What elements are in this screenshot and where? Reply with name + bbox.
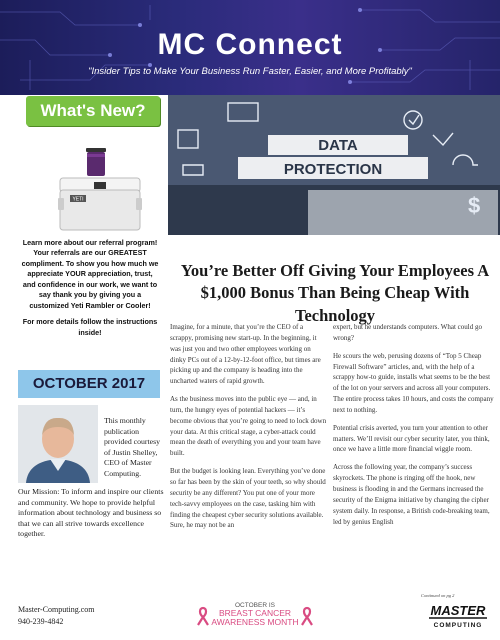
newsletter-title: MC Connect [157, 28, 343, 61]
footer-contact [18, 604, 95, 627]
article-paragraph: He scours the web, perusing dozens of “Top 5 Cheap Firewall Software” articles, and, with the help of a scrappy how-to guide, installs what seems to be the best of the lot on your servers and across all your computers. The entire process takes 10 hours, and costs the company next to nothing. [333, 351, 494, 414]
hero-line2: PROTECTION [283, 161, 383, 178]
ceo-portrait-photo [18, 405, 98, 483]
awareness-line-2: AWARENESS MONTH [211, 616, 299, 627]
hero-line1: DATA [318, 137, 358, 154]
logo-wordmark: MASTER [430, 603, 486, 618]
article-paragraph: But the budget is looking lean. Everything you’ve done so far has been by the skin of your teeth, so why should security be any different? You put one of your more tech-savvy employees on the case, tasking him with finding the cheapest cyber security solutions available. Sure, he may not be an [170, 467, 326, 530]
master-computing-logo [425, 600, 491, 630]
referral-instructions: For more details follow the instructions inside! [22, 317, 158, 337]
pink-ribbon-icon [300, 606, 314, 626]
whats-new-banner: What's New? [26, 96, 160, 126]
mission-statement: Our Mission: To inform and inspire our clients and community. We hope to provide helpful information about technology and business so that we can all strive towards excellence together. [18, 487, 164, 539]
phone-number: 940-239-4842 [18, 616, 64, 626]
article-paragraph: As the business moves into the public eye — and, in turn, the hungry eyes of potential hackers — it’s become obvious that you’re going to need to lock down your data. At this critical stage, a cyber-attack could mean the death of everything you and your team have built. [170, 395, 327, 458]
article-column-2 [333, 322, 495, 534]
data-protection-hero-image [168, 95, 500, 235]
website-link[interactable]: Master-Computing.com [18, 605, 95, 614]
publication-credit: This monthly publication provided courtesy of Justin Shelley, CEO of Master Computing. [104, 416, 161, 478]
yeti-logo: YETI [72, 196, 84, 203]
dollar-icon: $ [468, 193, 481, 218]
logo-subtitle: COMPUTING [433, 622, 483, 629]
article-column-1 [170, 322, 327, 538]
yeti-cooler-tumbler-image [30, 140, 160, 235]
article-paragraph: expert, but he understands computers. What could go wrong? [333, 323, 482, 342]
referral-promo [20, 238, 160, 344]
article-paragraph: Potential crisis averted, you turn your attention to other matters. We’ll revisit our cyber security later, you think, once we have a little more financial wiggle room. [333, 423, 490, 454]
issue-month-banner: OCTOBER 2017 [18, 370, 160, 398]
referral-paragraph: Learn more about our referral program! Your referrals are our GREATEST compliment. To show you how much we appreciate YOUR appreciation, trust, and confidence in our work, we want to say thank you by giving you a customized Yeti Rambler or Cooler! [21, 238, 159, 310]
continued-note: Continued on pg 2 [421, 593, 455, 598]
article-headline: You’re Better Off Giving Your Employees A $1,000 Bonus Than Being Cheap With Technology [180, 261, 490, 325]
awareness-line-1: BREAST CANCER [218, 608, 292, 618]
awareness-intro: OCTOBER IS [235, 602, 275, 609]
article-paragraph: Imagine, for a minute, that you’re the CEO of a scrappy, promising new start-up. In the beginning, it was just you and two other employees working on dinky PCs out of a 12-by-12-foot office, but times are picking up and the company is heading into the uncharted waters of rapid growth. [170, 323, 321, 386]
newsletter-tagline: "Insider Tips to Make Your Business Run Faster, Easier, and More Profitably" [88, 66, 412, 77]
masthead-banner [0, 0, 500, 95]
article-paragraph: Across the following year, the company’s success skyrockets. The phone is ringing off the hook, new business is flooding in and the Germans increased the security of the Enigma initiative by changing the cipher system daily. In response, a British code-breaking team, led by genius English [333, 463, 490, 526]
